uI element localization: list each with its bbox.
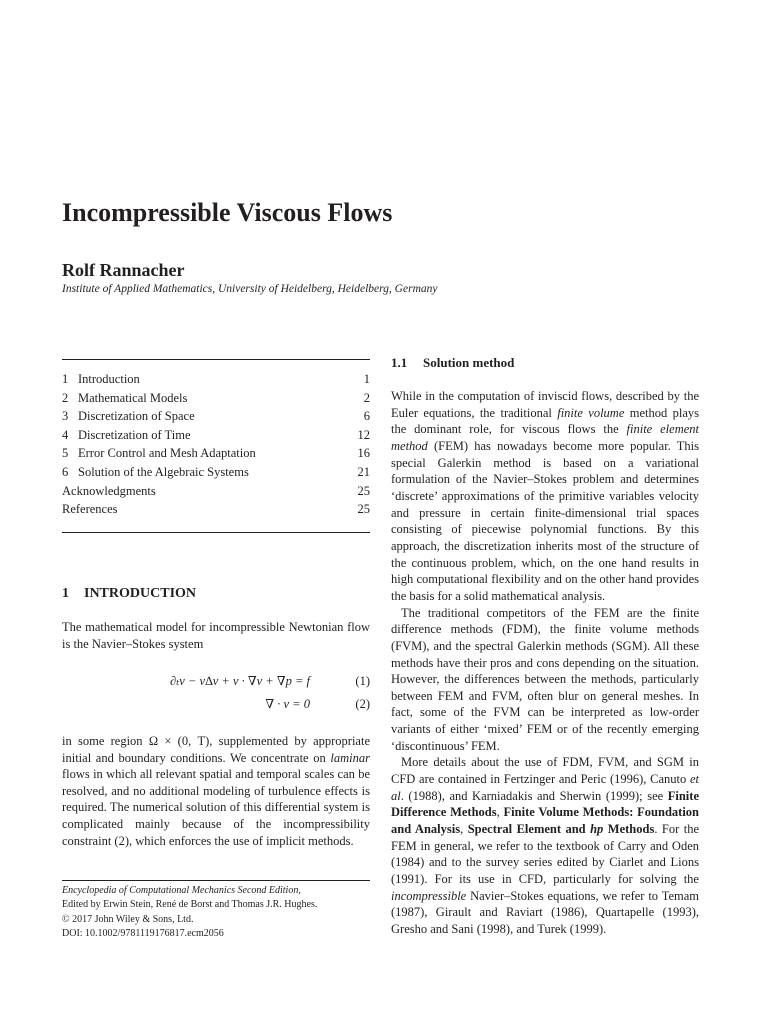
text-run: flows in which all relevant spatial and temporal scales can be resolved, and no additional modeling of turbulence effects is required. The numerical solution of this differential system is complicated mainly because of the incompressibility constraint (2), which enforces the use of implicit methods. bbox=[62, 767, 370, 848]
toc-page: 6 bbox=[363, 409, 370, 424]
emphasis: laminar bbox=[330, 750, 370, 765]
intro-paragraph-2 bbox=[62, 733, 370, 849]
footnote-line: © 2017 John Wiley & Sons, Ltd. bbox=[62, 913, 194, 925]
toc-title: Error Control and Mesh Adaptation bbox=[78, 446, 256, 461]
publication-footnote bbox=[62, 880, 370, 942]
cross-reference: Spectral Element and bbox=[467, 822, 591, 837]
intro-paragraph: The mathematical model for incompressible Newtonian flow is the Navier–Stokes system bbox=[62, 620, 370, 651]
section-heading-introduction bbox=[62, 586, 196, 602]
table-of-contents bbox=[62, 359, 370, 533]
text-run: , bbox=[496, 805, 504, 820]
equation-1-number: (1) bbox=[355, 674, 370, 688]
toc-entry bbox=[62, 407, 370, 426]
text-run: More details about the use of FDM, FVM, and SGM in CFD are contained in Fertzinger and Peric (1996), Canuto bbox=[391, 755, 699, 787]
toc-number: 5 bbox=[62, 446, 69, 461]
author-affiliation: Institute of Applied Mathematics, University of Heidelberg, Heidelberg, Germany bbox=[62, 283, 438, 295]
text-run: method plays the dominant role, for viscous flows the bbox=[391, 405, 699, 437]
toc-entry bbox=[62, 463, 370, 482]
toc-number: 6 bbox=[62, 464, 69, 479]
emphasis: finite volume bbox=[557, 405, 625, 420]
toc-title: Discretization of Time bbox=[78, 427, 191, 442]
section-title: INTRODUCTION bbox=[84, 586, 197, 601]
solution-paragraph-3 bbox=[391, 754, 699, 937]
toc-number: 1 bbox=[62, 372, 69, 386]
equation-1 bbox=[62, 672, 370, 690]
subsection-heading-solution-method bbox=[391, 355, 514, 371]
emphasis: et al bbox=[391, 772, 699, 803]
toc-page: 16 bbox=[357, 446, 370, 461]
toc-title: Mathematical Models bbox=[78, 390, 188, 405]
toc-page: 21 bbox=[357, 464, 370, 479]
toc-page: 2 bbox=[363, 390, 370, 405]
toc-number: 3 bbox=[62, 409, 69, 424]
equation-2 bbox=[62, 695, 370, 713]
text-run: (FEM) has nowadays become more popular. This special Galerkin method is based on a variational formulation of the Navier–Stokes problem and determines ‘discrete’ approximations of the primitive variables velocity and pressure in certain finite-dimensional trial spaces consisting of piecewise polynomial functions. By this approach, the discretization inherits most of the structure of the continuous problem, which, on the one hand results in high computational flexibility and on the other hand provides the basis for a solid mathematical analysis. bbox=[391, 438, 699, 603]
toc-title: Discretization of Space bbox=[78, 409, 195, 424]
cross-reference: Finite Difference Methods bbox=[391, 788, 699, 820]
equation-1-body: ∂ₜv − ν∆v + v · ∇v + ∇p = f bbox=[170, 674, 310, 688]
toc-entry bbox=[62, 482, 370, 501]
toc-entry bbox=[62, 500, 370, 519]
toc-page: 12 bbox=[357, 427, 370, 442]
page-title: Incompressible Viscous Flows bbox=[62, 198, 393, 227]
cross-reference: hp bbox=[590, 822, 604, 837]
cross-reference: Finite Volume Methods: Foundation and Analysis bbox=[391, 805, 699, 837]
toc-entry bbox=[62, 426, 370, 445]
cross-reference: Methods bbox=[603, 822, 655, 837]
text-run: , bbox=[460, 822, 468, 837]
toc-title: Solution of the Algebraic Systems bbox=[78, 464, 249, 479]
text-run: in some region Ω × (0, T), supplemented by appropriate initial and boundary conditions. We concentrate on bbox=[62, 734, 370, 765]
toc-entry bbox=[62, 389, 370, 408]
toc-page: 1 bbox=[363, 372, 370, 386]
footnote-line: DOI: 10.1002/9781119176817.ecm2056 bbox=[62, 928, 224, 940]
toc-page: 25 bbox=[357, 483, 370, 498]
toc-title: Introduction bbox=[78, 372, 140, 386]
author-name: Rolf Rannacher bbox=[62, 260, 185, 280]
emphasis: finite element method bbox=[391, 422, 699, 453]
footnote-line: Encyclopedia of Computational Mechanics Second Edition, bbox=[62, 885, 301, 896]
footnote-line: Edited by Erwin Stein, René de Borst and Thomas J.R. Hughes. bbox=[62, 899, 318, 911]
subsection-title: Solution method bbox=[423, 355, 515, 370]
equation-2-number: (2) bbox=[355, 697, 370, 711]
toc-title: Acknowledgments bbox=[62, 483, 156, 498]
toc-title: References bbox=[62, 502, 118, 517]
toc-number: 4 bbox=[62, 427, 69, 442]
text-run: . (1988), and Karniadakis and Sherwin (1999); see bbox=[400, 788, 668, 803]
solution-paragraph-1 bbox=[391, 388, 699, 605]
right-column-text bbox=[391, 388, 699, 938]
toc-entry bbox=[62, 444, 370, 463]
text-run: Navier–Stokes equations, we refer to Temam (1987), Girault and Raviart (1986), Quartapelle (1993), Gresho and Sani (1998), and Turek (1999). bbox=[391, 888, 699, 936]
equation-2-body: ∇ · v = 0 bbox=[265, 697, 310, 711]
toc-entry bbox=[62, 370, 370, 389]
subsection-number: 1.1 bbox=[391, 355, 408, 370]
toc-number: 2 bbox=[62, 390, 69, 405]
emphasis: incompressible bbox=[391, 888, 467, 903]
text-run: . For the FEM in general, we refer to the textbook of Carry and Oden (1984) and to the survey series edited by Ciarlet and Lions (1991). For its use in CFD, particularly for solving the bbox=[391, 822, 700, 887]
toc-page: 25 bbox=[357, 502, 370, 517]
solution-paragraph-2: The traditional competitors of the FEM are the finite difference methods (FDM), the finite volume methods (FVM), and the spectral Galerkin methods (SGM). All these methods have their pros and cons depending on the situation. However, the differences between the methods, particularly between FEM and FVM, often blur on general meshes. In fact, some of the FVM can be interpreted as low-order variants of either ‘mixed’ FEM or of the recently emerging ‘discontinuous’ FEM. bbox=[391, 605, 699, 753]
text-run: While in the computation of inviscid flows, described by the Euler equations, the traditional bbox=[391, 389, 699, 420]
section-number: 1 bbox=[62, 586, 69, 601]
